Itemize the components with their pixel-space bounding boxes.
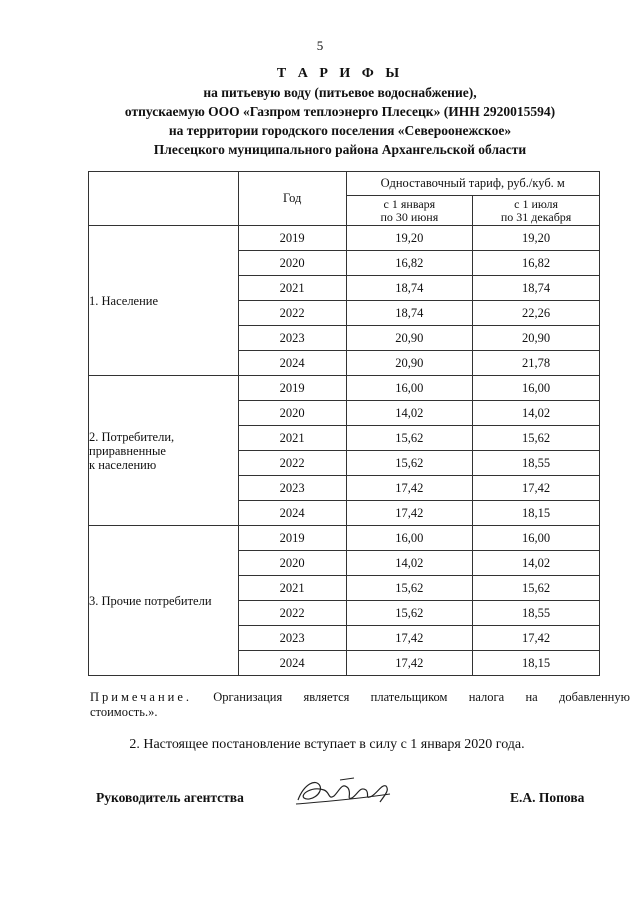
handwritten-signature [290,772,400,812]
table-row [89,526,600,551]
header-period-2-line-2: по 31 декабря [500,209,572,224]
header-tariff: Одноставочный тариф, руб./куб. м [346,172,600,196]
year-cell: 2024 [238,351,346,376]
tariff-h2-cell: 22,26 [473,301,600,326]
group-label [89,376,239,526]
heading-line-5: Плесецкого муниципального района Архангельской области [153,142,527,157]
heading-title: Т А Р И Ф Ы [276,66,404,81]
year-cell: 2019 [238,526,346,551]
signatory-title: Руководитель агентства [96,790,244,805]
tariff-h1-cell: 16,00 [346,526,473,551]
tariff-h2-cell: 17,42 [473,476,600,501]
tariff-h2-cell: 18,74 [473,276,600,301]
header-period-1-line-1: с 1 января [383,196,436,211]
tariff-h1-cell: 17,42 [346,651,473,676]
tariff-h1-cell: 15,62 [346,576,473,601]
tariff-h2-cell: 15,62 [473,576,600,601]
tariff-h1-cell: 18,74 [346,276,473,301]
header-period-2 [473,196,600,226]
year-cell: 2024 [238,501,346,526]
heading-line-3: отпускаемую ООО «Газпром теплоэнерго Плесецк» (ИНН 2920015594) [124,104,556,119]
header-period-1 [346,196,473,226]
tariff-h1-cell: 17,42 [346,626,473,651]
note-word: является [303,690,350,704]
note-word: добавленную [558,690,630,704]
table-row [89,376,600,401]
tariff-h1-cell: 20,90 [346,351,473,376]
tariff-h2-cell: 14,02 [473,551,600,576]
tariff-h2-cell: 20,90 [473,326,600,351]
tariff-h2-cell: 14,02 [473,401,600,426]
tariff-h2-cell: 16,00 [473,376,600,401]
tariff-h2-cell: 18,15 [473,651,600,676]
tariff-h1-cell: 16,00 [346,376,473,401]
tariff-h1-cell: 14,02 [346,401,473,426]
year-cell: 2021 [238,276,346,301]
header-empty-cell [89,172,239,226]
group-label-line: приравненные [89,443,166,458]
group-label-line: 2. Потребители, [89,429,175,444]
year-cell: 2022 [238,301,346,326]
tariff-table-body [89,226,600,676]
tariff-h2-cell: 15,62 [473,426,600,451]
tariff-h2-cell: 18,55 [473,601,600,626]
tariff-h1-cell: 15,62 [346,601,473,626]
signatory-name: Е.А. Попова [510,790,585,805]
year-cell: 2022 [238,601,346,626]
page-number: 5 [316,38,324,53]
group-label [89,526,239,676]
year-cell: 2023 [238,626,346,651]
tariff-h1-cell: 16,82 [346,251,473,276]
tariff-h1-cell: 20,90 [346,326,473,351]
year-cell: 2021 [238,576,346,601]
document-heading [40,64,640,159]
year-cell: 2022 [238,451,346,476]
year-cell: 2020 [238,251,346,276]
tariff-h2-cell: 16,82 [473,251,600,276]
year-cell: 2020 [238,551,346,576]
year-cell: 2024 [238,651,346,676]
tariff-h2-cell: 19,20 [473,226,600,251]
year-cell: 2023 [238,326,346,351]
group-label-line: 3. Прочие потребители [89,593,212,608]
tariff-h1-cell: 15,62 [346,451,473,476]
note-word: налога [468,690,505,704]
year-cell: 2020 [238,401,346,426]
note-line-1 [90,690,630,705]
tariff-h2-cell: 17,42 [473,626,600,651]
year-cell: 2019 [238,376,346,401]
clause-2: 2. Настоящее постановление вступает в силу с 1 января 2020 года. [129,737,525,752]
note-word: плательщиком [370,690,448,704]
tariff-table [88,171,600,676]
header-period-1-line-2: по 30 июня [380,209,439,224]
tariff-h1-cell: 14,02 [346,551,473,576]
group-label-line: к населению [89,457,157,472]
group-label-line: 1. Население [89,293,159,308]
note-label: Примечание. [90,690,193,704]
tariff-h2-cell: 18,15 [473,501,600,526]
tariff-h1-cell: 17,42 [346,501,473,526]
tariff-h2-cell: 16,00 [473,526,600,551]
heading-line-4: на территории городского поселения «Североонежское» [168,123,512,138]
note-line-2: стоимость.». [90,705,158,719]
tariff-h1-cell: 15,62 [346,426,473,451]
group-label [89,226,239,376]
year-cell: 2019 [238,226,346,251]
table-row [89,226,600,251]
tariff-h1-cell: 17,42 [346,476,473,501]
tariff-h2-cell: 21,78 [473,351,600,376]
heading-line-2: на питьевую воду (питьевое водоснабжение), [203,85,477,100]
tariff-h1-cell: 18,74 [346,301,473,326]
header-period-2-line-1: с 1 июля [514,196,559,211]
year-cell: 2021 [238,426,346,451]
header-year: Год [238,172,346,226]
note-word: Организация [213,690,283,704]
year-cell: 2023 [238,476,346,501]
note [90,690,630,720]
tariff-h2-cell: 18,55 [473,451,600,476]
tariff-h1-cell: 19,20 [346,226,473,251]
note-word: на [525,690,538,704]
